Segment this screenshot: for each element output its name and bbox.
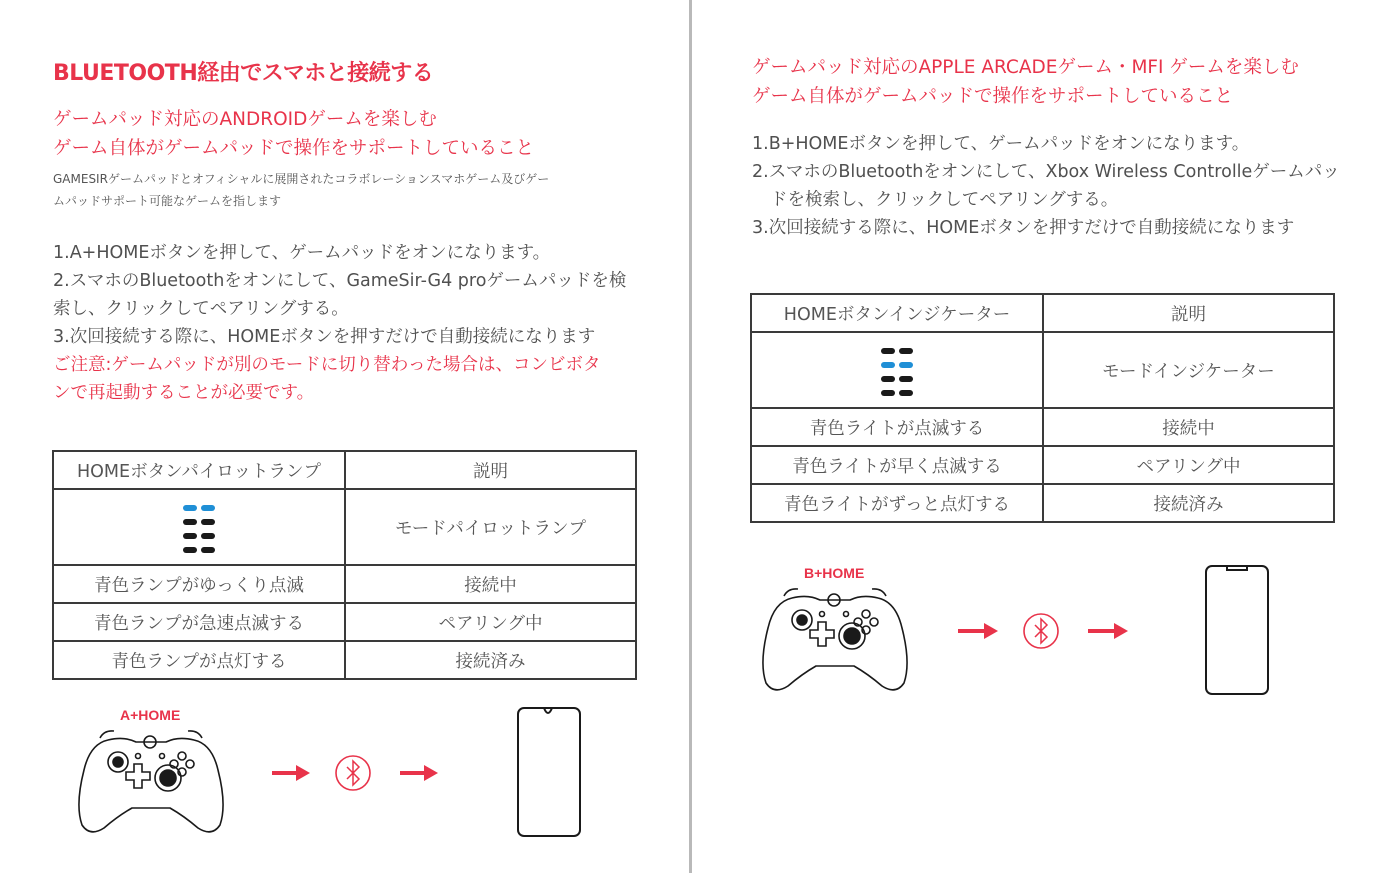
- table-cell: モードパイロットランプ: [345, 489, 636, 565]
- led-indicator: [751, 332, 1043, 408]
- note: [53, 168, 549, 212]
- subtitle: [752, 53, 1299, 111]
- step-1: 1.A+HOMEボタンを押して、ゲームパッドをオンになります。: [53, 243, 551, 263]
- right-page: [692, 0, 1381, 873]
- led: [899, 376, 913, 382]
- table-cell: 接続済み: [1043, 484, 1334, 522]
- combo-label: A+HOME: [120, 707, 181, 723]
- connection-illustration: [70, 700, 590, 845]
- connection-illustration: [754, 558, 1314, 703]
- table-row: [53, 641, 636, 679]
- led: [201, 519, 215, 525]
- led-blue: [201, 505, 215, 511]
- table-cell: モードインジケーター: [1043, 332, 1334, 408]
- gamepad-icon: [763, 589, 907, 690]
- note-line: GAMESIRゲームパッドとオフィシャルに展開されたコラボレーションスマホゲーム及びゲー: [53, 172, 550, 186]
- indicator-table: [52, 450, 637, 680]
- subtitle-line: ゲームパッド対応のANDROIDゲームを楽しむ: [53, 109, 437, 130]
- table-row: [53, 489, 636, 565]
- table-row: [751, 408, 1334, 446]
- table-header-row: [751, 294, 1334, 332]
- table-cell: 青色ライトが早く点滅する: [751, 446, 1043, 484]
- led: [899, 390, 913, 396]
- step-3: 3.次回接続する際に、HOMEボタンを押すだけで自動接続になります: [53, 327, 596, 347]
- table-header: 説明: [345, 451, 636, 489]
- table-row: [53, 565, 636, 603]
- page-title: BLUETOOTH経由でスマホと接続する: [53, 61, 434, 86]
- table-cell: 青色ライトがずっと点灯する: [751, 484, 1043, 522]
- led: [881, 348, 895, 354]
- left-page: [0, 0, 690, 873]
- arrow-right-icon: [272, 765, 310, 781]
- led-indicator: [53, 489, 345, 565]
- led: [201, 547, 215, 553]
- led: [881, 390, 895, 396]
- led: [183, 533, 197, 539]
- smartphone-icon: [1206, 566, 1268, 694]
- table-header: HOMEボタンインジケーター: [751, 294, 1043, 332]
- table-cell: 青色ランプがゆっくり点滅: [53, 565, 345, 603]
- table-cell: ペアリング中: [1043, 446, 1334, 484]
- step-2-cont: ドを検索し、クリックしてペアリングする。: [770, 190, 1119, 210]
- subtitle-line: ゲーム自体がゲームパッドで操作をサポートしていること: [53, 138, 535, 159]
- table-cell: 青色ランプが急速点滅する: [53, 603, 345, 641]
- note-line: ムパッドサポート可能なゲームを指します: [53, 194, 282, 208]
- step-2: 2.スマホのBluetoothをオンにして、GameSir-G4 proゲームパッドを検: [53, 271, 627, 291]
- subtitle-line: ゲームパッド対応のAPPLE ARCADEゲーム・MFI ゲームを楽しむ: [752, 57, 1299, 78]
- table-cell: 接続済み: [345, 641, 636, 679]
- bluetooth-icon: [336, 756, 370, 790]
- table-cell: 青色ランプが点灯する: [53, 641, 345, 679]
- led-blue: [881, 362, 895, 368]
- table-cell: ペアリング中: [345, 603, 636, 641]
- step-2-cont: 索し、クリックしてペアリングする。: [53, 299, 349, 319]
- table-cell: 接続中: [1043, 408, 1334, 446]
- caution-line: ンで再起動することが必要です。: [53, 383, 315, 403]
- led: [899, 348, 913, 354]
- subtitle: [53, 105, 534, 163]
- bluetooth-icon: [1024, 614, 1058, 648]
- table-row: [751, 446, 1334, 484]
- table-header: 説明: [1043, 294, 1334, 332]
- table-header: HOMEボタンパイロットランプ: [53, 451, 345, 489]
- gamepad-icon: [79, 731, 223, 832]
- table-header-row: [53, 451, 636, 489]
- led: [881, 376, 895, 382]
- led: [183, 519, 197, 525]
- led-grid: [881, 342, 913, 402]
- subtitle-line: ゲーム自体がゲームパッドで操作をサポートしていること: [752, 86, 1234, 107]
- combo-label: B+HOME: [804, 565, 865, 581]
- led-blue: [899, 362, 913, 368]
- steps: [752, 130, 1340, 242]
- step-3: 3.次回接続する際に、HOMEボタンを押すだけで自動接続になります: [752, 218, 1295, 238]
- caution-line: ご注意:ゲームパッドが別のモードに切り替わった場合は、コンビボタ: [53, 355, 601, 375]
- table-row: [751, 332, 1334, 408]
- led-grid: [183, 499, 215, 559]
- table-row: [53, 603, 636, 641]
- step-1: 1.B+HOMEボタンを押して、ゲームパッドをオンになります。: [752, 134, 1250, 154]
- led: [183, 547, 197, 553]
- step-2: 2.スマホのBluetoothをオンにして、Xbox Wireless Controlleゲームパッ: [752, 162, 1340, 182]
- table-cell: 青色ライトが点滅する: [751, 408, 1043, 446]
- arrow-right-icon: [400, 765, 438, 781]
- led: [201, 533, 215, 539]
- table-cell: 接続中: [345, 565, 636, 603]
- led-blue: [183, 505, 197, 511]
- arrow-right-icon: [958, 623, 998, 639]
- smartphone-icon: [518, 708, 580, 836]
- arrow-right-icon: [1088, 623, 1128, 639]
- table-row: [751, 484, 1334, 522]
- indicator-table: [750, 293, 1335, 523]
- steps: [53, 239, 626, 407]
